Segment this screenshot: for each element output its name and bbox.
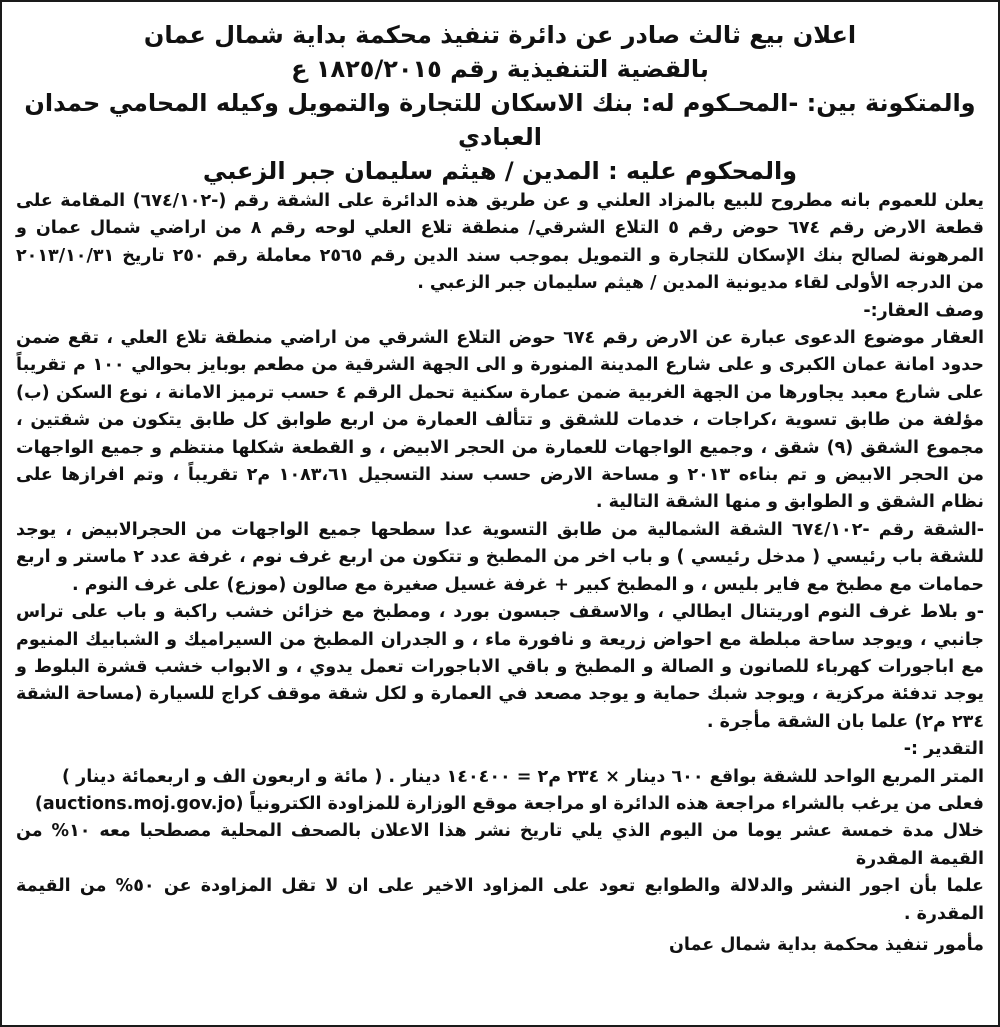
closing-line-2: خلال مدة خمسة عشر يوما من اليوم الذي يلي تاريخ نشر هذا الاعلان بالصحف المحلية مصطحبا معه ١٠% من القيمة المقدرة <box>16 821 984 869</box>
valuation-line: المتر المربع الواحد للشقة بواقع ٦٠٠ دينار × ٢٣٤ م٢ = ١٤٠٤٠٠ دينار . ( مائة و اربعون الف و اربعمائة دينار ) <box>62 766 984 787</box>
notice-header <box>16 18 984 188</box>
intro-paragraph: يعلن للعموم بانه مطروح للبيع بالمزاد العلني و عن طريق هذه الدائرة على الشقة رقم (-٦٧٤/١٠٢) المقامة على قطعة الارض رقم ٦٧٤ حوض رقم ٥ التلاع الشرقي/ منطقة تلاع العلي لوحه رقم ٨ من اراضي شمال عمان و المرهونة لصالح بنك الإسكان للتجارة و التمويل بموجب سند الدين رقم ٢٥٦٥ معاملة رقم ٢٥٠ تاريخ ٢٠١٣/١٠/٣١ من الدرجه الأولى لقاء مديونية المدين / هيثم سليمان جبر الزعبي . <box>16 191 984 294</box>
notice-body <box>16 188 984 928</box>
valuation-label: التقدير :- <box>903 739 984 760</box>
auction-website-link[interactable]: auctions.moj.gov.jo <box>42 793 236 814</box>
closing-line-3: علما بأن اجور النشر والدلالة والطوابع تعود على المزاود الاخير على ان لا تقل المزاودة عن ٥٠% من القيمة المقدرة . <box>16 876 984 924</box>
property-description-label: وصف العقار:- <box>863 300 984 321</box>
parties-creditor: والمتكونة بين: -المحـكوم له: بنك الاسكان للتجارة والتمويل وكيله المحامي حمدان العبادي <box>24 89 976 151</box>
closing-line-1 <box>16 791 984 818</box>
notice-title: اعلان بيع ثالث صادر عن دائرة تنفيذ محكمة بداية شمال عمان <box>143 21 857 49</box>
property-description-paragraph: العقار موضوع الدعوى عبارة عن الارض رقم ٦٧٤ حوض التلاع الشرقي من اراضي منطقة تلاع العلي ، تقع ضمن حدود امانة عمان الكبرى و على شارع المدينة المنورة و الى الجهة الشرقية من مطعم بوبايز بحوالي ١٠٠ م تقريباً على شارع معبد يجاورها من الجهة الغربية ضمن عمارة سكنية تحمل الرقم ٤ حسب ترميز الامانة ، نوع السكن (ب) مؤلفة من طابق تسوية ،كراجات ، خدمات للشقق و تتألف العمارة من اربع طوابق كل طابق يتكون من شقتين ، مجموع الشقق (٩) شقق ، وجميع الواجهات للعمارة من الحجر الابيض ، و القطعة شكلها منتظم و جميع الواجهات من الحجر الابيض و تم بناءه ٢٠١٣ و مساحة الارض حسب سند التسجيل ١٠٨٣،٦١ م٢ تقريباً ، وتم افرازها على نظام الشقق و الطوابق و منها الشقة التالية . <box>16 328 984 513</box>
closing-line-1-after: ) <box>34 793 43 814</box>
apartment-paragraph-2: -و بلاط غرف النوم اوريتنال ايطالي ، والاسقف جبسون بورد ، ومطبخ مع خزائن خشب راكبة و باب على تراس جانبي ، ويوجد ساحة مبلطة مع احواض زريعة و نافورة ماء ، و الجدران المطبخ من السيراميك و الشبابيك المنيوم مع اباجورات كهرباء للصانون و الصالة و المطبخ و باقي الاباجورات تعمل يدوي ، و الابواب خشب قشرة البلوط و يوجد تدفئة مركزية ، ويوجد شبك حماية و يوجد مصعد في العمارة و لكل شقة موقف كراج للسيارة (مساحة الشقة ٢٣٤ م٢) علما بان الشقة مأجرة . <box>16 602 984 732</box>
case-number: بالقضية التنفيذية رقم ١٨٢٥/٢٠١٥ ع <box>291 55 709 83</box>
parties-debtor: والمحكوم عليه : المدين / هيثم سليمان جبر الزعبي <box>202 157 798 185</box>
signature: مأمور تنفيذ محكمة بداية شمال عمان <box>668 934 984 955</box>
closing-line-1-before: فعلى من يرغب بالشراء مراجعة هذه الدائرة او مراجعة موقع الوزارة للمزاودة الكترونياً ( <box>235 793 984 814</box>
apartment-paragraph-1: -الشقة رقم -٦٧٤/١٠٢ الشقة الشمالية من طابق التسوية عدا سطحها جميع الواجهات من الحجرالابيض ، يوجد للشقة باب رئيسي ( مدخل رئيسي ) و باب اخر من المطبخ و تتكون من اربع غرف نوم ، غرفة عدد ٢ ماستر و اربع حمامات مع مطبخ مع فاير بليس ، و المطبخ كبير + غرفة غسيل صغيرة مع صالون (موزع) على غرف النوم . <box>16 519 985 595</box>
